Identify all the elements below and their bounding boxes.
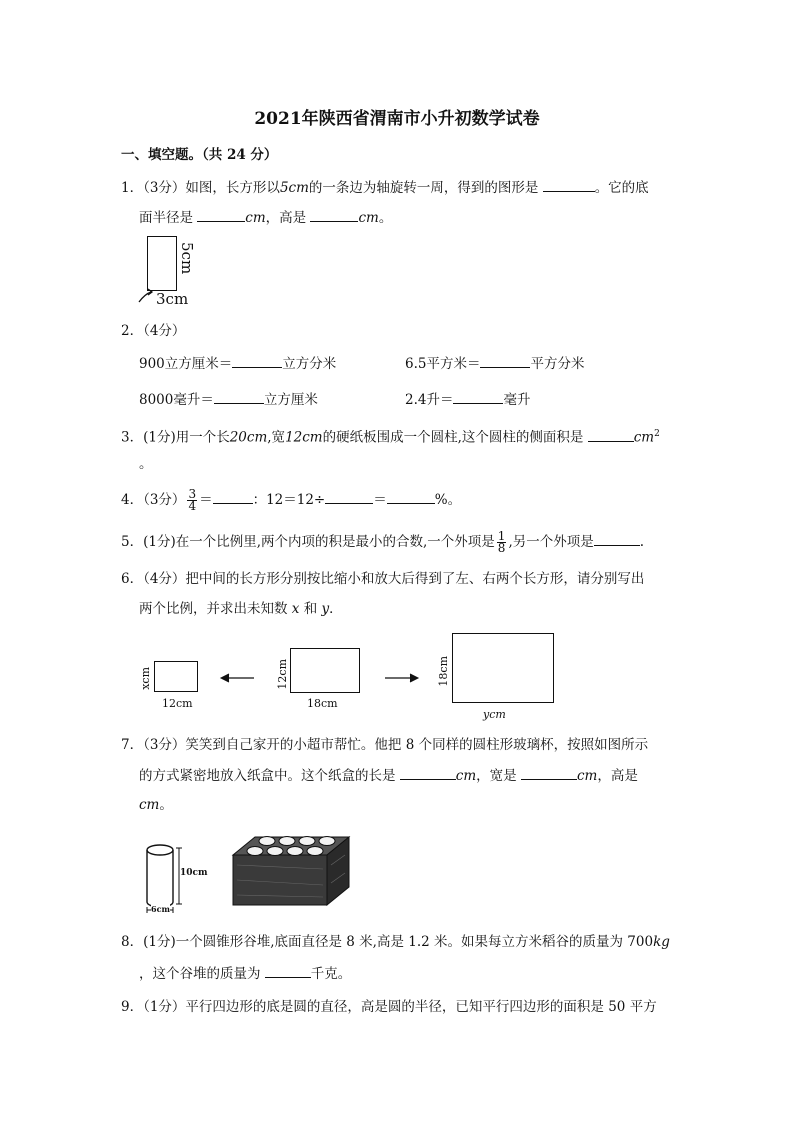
question-6-line-1: 6．（4分）把中间的长方形分别按比缩小和放大后得到了左、右两个长方形，请分别写出 — [121, 571, 645, 587]
question-3-line-2: 。 — [139, 456, 153, 472]
answer-blank[interactable] — [521, 765, 577, 780]
small-rectangle-width-label: 12cm — [162, 697, 193, 710]
answer-blank[interactable] — [232, 353, 282, 368]
large-rectangle-width-label: ycm — [483, 708, 506, 721]
question-8-line-1: 8．(1分)一个圆锥形谷堆,底面直径是 8 米,高是 1.2 米。如果每立方米稻谷的质量为 700kg — [121, 934, 670, 950]
small-rectangle — [154, 661, 198, 692]
answer-blank[interactable] — [310, 207, 358, 222]
question-6-line-2: 两个比例，并求出未知数 x 和 y． — [139, 601, 343, 617]
page-title: 2021年陕西省渭南市小升初数学试卷 — [254, 109, 540, 129]
middle-rectangle-width-label: 18cm — [307, 697, 338, 710]
answer-blank[interactable] — [480, 353, 530, 368]
large-rectangle — [452, 633, 554, 703]
question-8-line-2: ，这个谷堆的质量为 千克。 — [139, 963, 351, 984]
answer-blank[interactable] — [265, 963, 311, 978]
answer-blank[interactable] — [387, 489, 435, 504]
arrow-left-icon — [220, 673, 254, 683]
cylinder-figure — [140, 840, 210, 915]
fraction: $\frac{1}{8}$ — [497, 529, 506, 555]
rotation-arrow-icon — [137, 286, 157, 306]
question-5: 5．(1分)在一个比例里,两个内项的积是最小的合数,一个外项是 $\frac{1}{8}$ ,另一个外项是 . — [121, 529, 645, 555]
question-1-line-2: 面半径是 cm，高是 cm。 — [139, 207, 392, 228]
question-7-line-3: cm。 — [139, 797, 173, 813]
question-2-heading: 2．（4分） — [121, 323, 186, 339]
question-9-line-1: 9．（1分）平行四边形的底是圆的直径，高是圆的半径，已知平行四边形的面积是 50 平方 — [121, 999, 657, 1015]
middle-rectangle — [290, 648, 360, 693]
section-heading: 一、填空题。（共 24 分） — [121, 147, 278, 163]
rectangle-figure — [140, 236, 200, 308]
answer-blank[interactable] — [214, 389, 264, 404]
height-label: 5cm — [178, 242, 196, 275]
scaling-diagram — [140, 630, 560, 725]
middle-rectangle-height-label: 12cm — [276, 659, 289, 690]
answer-blank[interactable] — [197, 207, 245, 222]
large-rectangle-height-label: 18cm — [437, 656, 450, 687]
answer-blank[interactable] — [325, 489, 373, 504]
question-2-item-b: 6.5平方米＝ 平方分米 — [405, 353, 584, 374]
question-7-line-2: 的方式紧密地放入纸盒中。这个纸盒的长是 cm，宽是 cm，高是 — [139, 765, 638, 786]
width-label: 3cm — [156, 290, 189, 308]
question-2-item-d: 2.4升＝ 毫升 — [405, 389, 530, 410]
answer-blank[interactable] — [453, 389, 503, 404]
question-4: 4．（3分） $\frac{3}{4}$ ＝ ：12＝12÷ ＝ %。 — [121, 487, 462, 513]
question-3-line-1: 3．(1分)用一个长20cm,宽12cm的硬纸板围成一个圆柱,这个圆柱的侧面积是 $cm^2$ — [121, 424, 660, 448]
fraction: $\frac{3}{4}$ — [188, 487, 197, 513]
answer-blank[interactable] — [543, 177, 595, 192]
cylinder-height-label: 10cm — [180, 868, 208, 878]
question-7-line-1: 7．（3分）笑笑到自己家开的小超市帮忙。他把 8 个同样的圆柱形玻璃杯，按照如图所示 — [121, 737, 649, 753]
rectangle-shape — [147, 236, 177, 291]
answer-blank[interactable] — [213, 489, 253, 504]
question-1-line-1: 1．（3分）如图，长方形以5cm的一条边为轴旋转一周，得到的图形是 。它的底 — [121, 177, 649, 198]
answer-blank[interactable] — [588, 427, 634, 442]
cylinder-diameter-label: 6cm — [151, 904, 170, 914]
arrow-right-icon — [385, 673, 419, 683]
small-rectangle-height-label: xcm — [139, 667, 152, 690]
answer-blank[interactable] — [594, 531, 640, 546]
question-2-item-c: 8000毫升＝ 立方厘米 — [139, 389, 318, 410]
answer-blank[interactable] — [400, 765, 456, 780]
box-of-glasses-image — [225, 825, 355, 915]
question-2-item-a: 900立方厘米＝ 立方分米 — [139, 353, 336, 374]
